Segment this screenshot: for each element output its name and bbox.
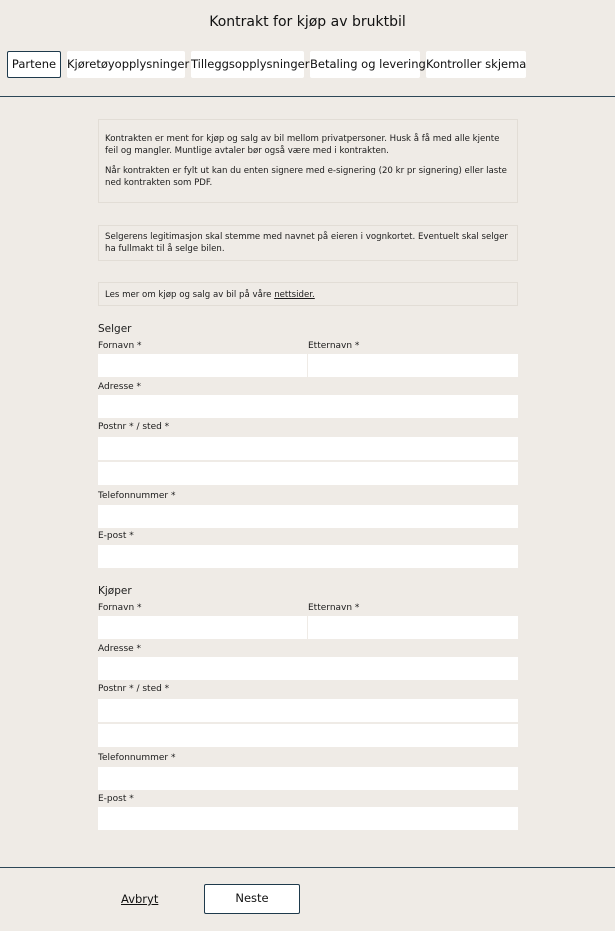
nettsider-link[interactable]: nettsider. bbox=[274, 290, 315, 300]
buyer-first-name-label: Fornavn * bbox=[98, 603, 142, 613]
header-divider bbox=[0, 96, 615, 97]
buyer-email-input[interactable] bbox=[98, 807, 518, 830]
seller-first-name-label: Fornavn * bbox=[98, 341, 142, 351]
footer-divider bbox=[0, 867, 615, 868]
seller-address-input[interactable] bbox=[98, 395, 518, 418]
intro-text-2: Når kontrakten er fylt ut kan du enten signere med e-signering (20 kr pr signering) eller laste ned kontrakten som PDF. bbox=[105, 166, 507, 188]
buyer-phone-label: Telefonnummer * bbox=[98, 753, 176, 763]
seller-email-input[interactable] bbox=[98, 545, 518, 568]
buyer-email-label: E-post * bbox=[98, 794, 134, 804]
buyer-address-input[interactable] bbox=[98, 657, 518, 680]
seller-phone-label: Telefonnummer * bbox=[98, 491, 176, 501]
cancel-link[interactable]: Avbryt bbox=[121, 892, 159, 906]
buyer-last-name-label: Etternavn * bbox=[308, 603, 360, 613]
seller-last-name-input[interactable] bbox=[308, 354, 518, 377]
id-notice-text: Selgerens legitimasjon skal stemme med navnet på eieren i vognkortet. Eventuelt skal selger ha fullmakt til å selge bilen. bbox=[105, 232, 508, 254]
seller-first-name-input[interactable] bbox=[98, 354, 307, 377]
buyer-address-label: Adresse * bbox=[98, 644, 142, 654]
id-notice-box bbox=[98, 225, 518, 261]
next-button[interactable]: Neste bbox=[204, 884, 300, 914]
tab-kontroller-skjema[interactable]: Kontroller skjema bbox=[426, 51, 526, 78]
intro-info-box bbox=[98, 119, 518, 203]
buyer-heading: Kjøper bbox=[98, 585, 132, 597]
tab-betaling-og-levering[interactable]: Betaling og levering bbox=[310, 51, 420, 78]
intro-text-1: Kontrakten er ment for kjøp og salg av bil mellom privatpersoner. Husk å få med alle kjente feil og mangler. Muntlige avtaler bør også være med i kontrakten. bbox=[105, 134, 500, 156]
seller-email-label: E-post * bbox=[98, 531, 134, 541]
seller-sted-input[interactable] bbox=[98, 462, 518, 485]
buyer-sted-input[interactable] bbox=[98, 724, 518, 747]
buyer-phone-input[interactable] bbox=[98, 767, 518, 790]
seller-address-label: Adresse * bbox=[98, 382, 142, 392]
seller-heading: Selger bbox=[98, 323, 132, 335]
tab-partene[interactable]: Partene bbox=[7, 51, 61, 78]
tab-tilleggsopplysninger[interactable]: Tilleggsopplysninger bbox=[191, 51, 304, 78]
seller-phone-input[interactable] bbox=[98, 505, 518, 528]
seller-postnr-input[interactable] bbox=[98, 437, 518, 460]
seller-last-name-label: Etternavn * bbox=[308, 341, 360, 351]
tab-kjoretoyopplysninger[interactable]: Kjøretøyopplysninger bbox=[67, 51, 185, 78]
buyer-postal-label: Postnr * / sted * bbox=[98, 684, 170, 694]
more-info-text: Les mer om kjøp og salg av bil på våre nettsider. bbox=[105, 290, 315, 300]
more-info-box bbox=[98, 282, 518, 306]
buyer-last-name-input[interactable] bbox=[308, 616, 518, 639]
buyer-first-name-input[interactable] bbox=[98, 616, 307, 639]
buyer-postnr-input[interactable] bbox=[98, 699, 518, 722]
page-title: Kontrakt for kjøp av bruktbil bbox=[209, 14, 406, 30]
seller-postal-label: Postnr * / sted * bbox=[98, 422, 170, 432]
